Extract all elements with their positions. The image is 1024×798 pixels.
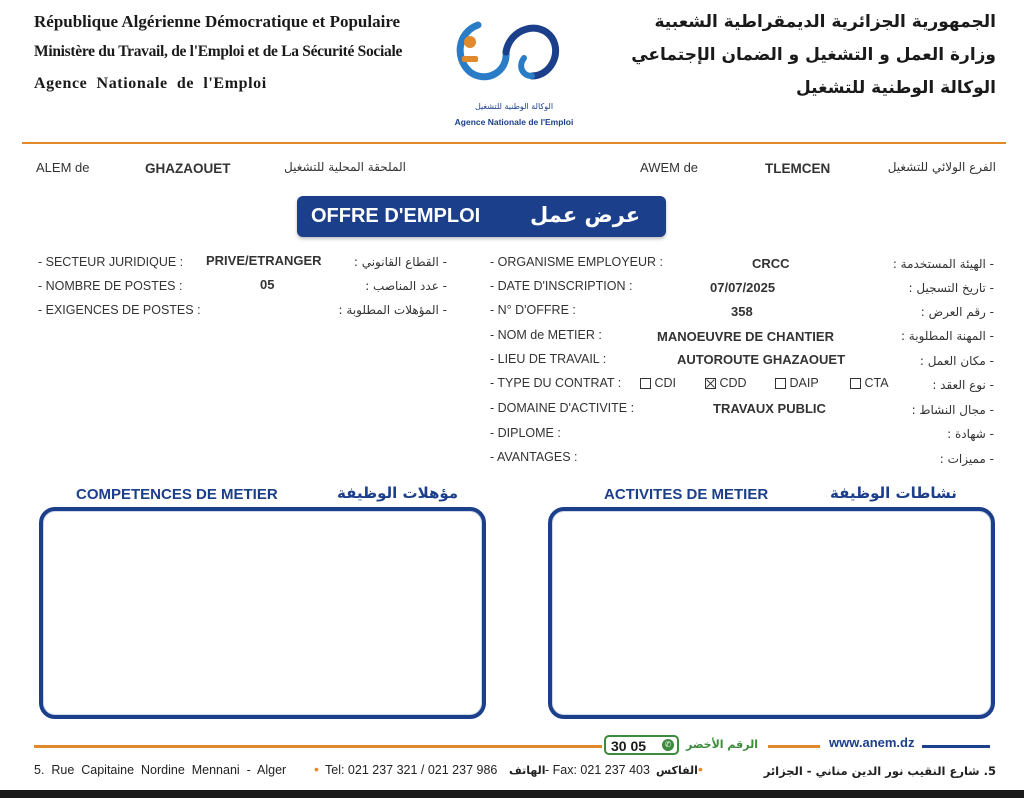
contract-option-cdd[interactable]: CDD <box>705 376 747 390</box>
awem-value: TLEMCEN <box>765 161 831 176</box>
phone-icon: ✆ <box>662 739 674 751</box>
field-label: - DIPLOME : <box>490 426 561 440</box>
activites-box[interactable] <box>548 507 995 719</box>
banner-title-ar: عرض عمل <box>530 203 641 227</box>
green-number-badge <box>604 735 679 755</box>
field-label: - NOMBRE DE POSTES : <box>38 279 183 293</box>
alem-value: GHAZAOUET <box>145 161 231 176</box>
checkbox-icon <box>850 378 861 389</box>
competences-title-ar: مؤهلات الوظيفة <box>337 484 459 502</box>
field-arabic: - المؤهلات المطلوبة : <box>338 303 447 317</box>
offer-banner <box>297 196 666 237</box>
green-number-label: الرقم الأخضر <box>686 738 758 751</box>
field-value: TRAVAUX PUBLIC <box>713 401 826 416</box>
field-value: AUTOROUTE GHAZAOUET <box>677 352 846 367</box>
logo-arabic-text: الوكالة الوطنية للتشغيل <box>474 102 554 111</box>
green-number: 30 05 <box>611 738 647 754</box>
alem-arabic: الملحقة المحلية للتشغيل <box>284 160 406 174</box>
header-divider <box>22 142 1006 144</box>
field-label: - TYPE DU CONTRAT : <box>490 376 622 390</box>
header-fr-ministry: Ministère du Travail, de l'Emploi et de La Sécurité Sociale <box>34 43 403 60</box>
field-label: - DATE D'INSCRIPTION : <box>490 279 633 293</box>
field-arabic: - مجال النشاط : <box>911 403 994 417</box>
activites-title: ACTIVITES DE METIER <box>604 486 769 503</box>
field-value: PRIVE/ETRANGER <box>206 253 322 268</box>
anem-logo-icon <box>448 10 580 100</box>
awem-arabic: الفرع الولائي للتشغيل <box>887 160 996 174</box>
header-fr-republic: République Algérienne Démocratique et Populaire <box>34 12 401 31</box>
field-value: CRCC <box>752 256 790 271</box>
field-arabic: - نوع العقد : <box>932 378 994 392</box>
alem-label: ALEM de <box>36 160 90 175</box>
field-label: - DOMAINE D'ACTIVITE : <box>490 401 635 415</box>
bullet-dot: • <box>698 761 703 777</box>
field-label: - EXIGENCES DE POSTES : <box>38 303 201 317</box>
header-ar-republic: الجمهورية الجزائرية الديمقراطية الشعبية <box>654 12 996 32</box>
field-arabic: - شهادة : <box>947 427 994 441</box>
tel-ar: الهاتف <box>509 764 546 777</box>
checked-checkbox-icon <box>705 378 716 389</box>
field-arabic: - المهنة المطلوبة : <box>900 329 994 343</box>
contract-option-cta[interactable]: CTA <box>850 376 889 390</box>
competences-title: COMPETENCES DE METIER <box>76 486 278 503</box>
field-label: - SECTEUR JURIDIQUE : <box>38 255 184 269</box>
awem-label: AWEM de <box>640 160 699 175</box>
header-fr-agency: Agence Nationale de l'Emploi <box>34 75 267 92</box>
anem-logo <box>448 10 580 135</box>
fax-ar: الفاكس <box>656 764 698 777</box>
tel-text: Tel: 021 237 321 / 021 237 986 <box>325 763 498 777</box>
footer-rule-mid <box>768 745 820 748</box>
field-label: - AVANTAGES : <box>490 450 578 464</box>
field-label: - N° D'OFFRE : <box>490 303 576 317</box>
field-value: 07/07/2025 <box>710 280 776 295</box>
bottom-edge <box>0 790 1024 798</box>
checkbox-icon <box>640 378 651 389</box>
field-value: 358 <box>731 304 753 319</box>
field-arabic: - مميزات : <box>939 452 994 466</box>
address-fr: 5. Rue Capitaine Nordine Mennani - Alger <box>34 763 287 777</box>
field-arabic: - رقم العرض : <box>920 305 994 319</box>
field-arabic: - الهيئة المستخدمة : <box>892 257 994 271</box>
field-arabic: - القطاع القانوني : <box>353 255 447 269</box>
address-ar: 5. شارع النقيب نور الدين مناني - الجزائر <box>763 764 996 778</box>
banner-title-fr: OFFRE D'EMPLOI <box>311 205 481 227</box>
footer-rule-left <box>34 745 602 748</box>
contract-option-cdi[interactable]: CDI <box>640 376 676 390</box>
activites-title-ar: نشاطات الوظيفة <box>830 484 957 502</box>
logo-french-text: Agence Nationale de l'Emploi <box>454 117 574 127</box>
field-arabic: - عدد المناصب : <box>365 279 447 293</box>
contract-option-daip[interactable]: DAIP <box>775 376 819 390</box>
header-ar-agency: الوكالة الوطنية للتشغيل <box>795 78 996 98</box>
website-link[interactable]: www.anem.dz <box>829 735 915 750</box>
field-arabic: - تاريخ التسجيل : <box>908 281 994 295</box>
field-label: - NOM de METIER : <box>490 328 602 342</box>
checkbox-icon <box>775 378 786 389</box>
field-label: - ORGANISME EMPLOYEUR : <box>490 255 663 269</box>
field-value: MANOEUVRE DE CHANTIER <box>657 329 834 344</box>
field-label: - LIEU DE TRAVAIL : <box>490 352 607 366</box>
bullet-dot: • <box>314 761 319 777</box>
header-ar-ministry: وزارة العمل و التشغيل و الضمان الإجتماعي <box>631 45 996 65</box>
field-value: 05 <box>260 277 275 292</box>
fax-text: - Fax: 021 237 403 <box>545 763 650 777</box>
competences-box[interactable] <box>39 507 486 719</box>
field-arabic: - مكان العمل : <box>919 354 994 368</box>
footer-rule-right <box>922 745 990 748</box>
